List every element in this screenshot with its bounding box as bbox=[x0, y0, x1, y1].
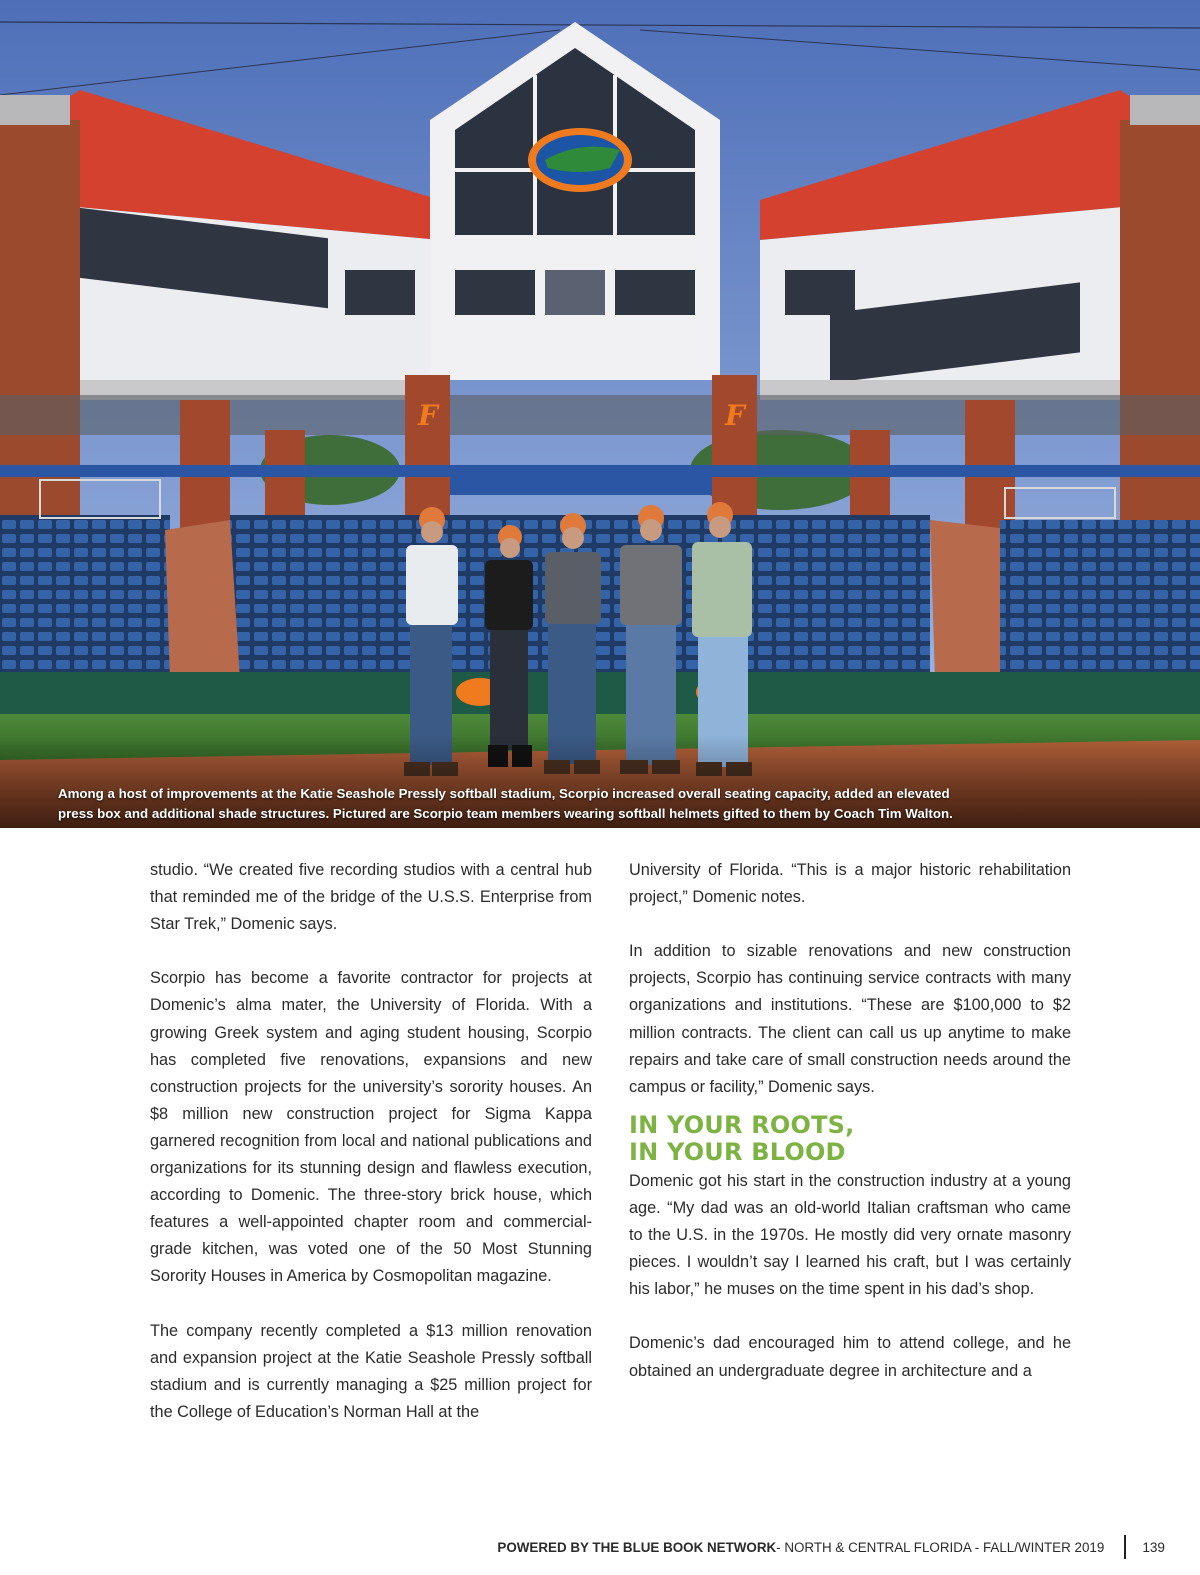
page-footer bbox=[497, 1534, 1165, 1560]
paragraph: The company recently completed a $13 million renovation and expansion project at the Katie Seashole Pressly softball stadium and is currently managing a $25 million project for the College of Education’s Norman Hall at the bbox=[150, 1321, 592, 1421]
page-number: 139 bbox=[1142, 1539, 1165, 1555]
paragraph: University of Florida. “This is a major historic rehabilitation project,” Domenic notes. bbox=[629, 861, 1071, 907]
article-right-column bbox=[629, 857, 1071, 1412]
paragraph: Domenic got his start in the construction industry at a young age. “My dad was an old-world Italian craftsman who came to the U.S. in the 1970s. He mostly did very ornate masonry pieces. I wouldn’t say I learned his craft, but I was certainly his labor,” he muses on the time spent in his dad’s shop. bbox=[629, 1171, 1071, 1299]
footer-brand: POWERED BY THE BLUE BOOK NETWORK bbox=[497, 1539, 777, 1555]
field-wall bbox=[0, 672, 1200, 714]
subhead-line-1: IN YOUR ROOTS, bbox=[629, 1110, 855, 1139]
caption-line-2: press box and additional shade structures. Pictured are Scorpio team members wearing softball helmets gifted to them by Coach Tim Walton. bbox=[58, 805, 953, 821]
caption-line-1: Among a host of improvements at the Katie Seashole Pressly softball stadium, Scorpio increased overall seating capacity, added an elevated bbox=[58, 786, 950, 801]
footer-divider bbox=[1124, 1535, 1126, 1559]
paragraph: In addition to sizable renovations and new construction projects, Scorpio has continuing service contracts with many organizations and institutions. “These are $100,000 to $2 million contracts. The client can call us up anytime to make repairs and take care of small construction needs around the campus or facility,” Domenic says. bbox=[629, 942, 1071, 1096]
section-subhead bbox=[629, 1112, 1071, 1166]
footer-edition: - NORTH & CENTRAL FLORIDA - FALL/WINTER 2019 bbox=[776, 1539, 1105, 1555]
article-left-column bbox=[150, 857, 592, 1453]
seating-left bbox=[0, 515, 170, 680]
paragraph: Scorpio has become a favorite contractor for projects at Domenic’s alma mater, the University of Florida. With a growing Greek system and aging student housing, Scorpio has completed five renovations, expansions and new construction projects for the university’s sorority houses. An $8 million new construction project for Sigma Kappa garnered recognition from local and national publications and organizations for its stunning design and flawless execution, according to Domenic. The three-story brick house, which features a well-appointed chapter room and commercial-grade kitchen, was voted one of the 50 Most Stunning Sorority Houses in America by Cosmopolitan magazine. bbox=[150, 969, 592, 1286]
pillar-left-letter: F bbox=[418, 399, 438, 432]
paragraph: studio. “We created five recording studios with a central hub that reminded me of the bridge of the U.S.S. Enterprise from Star Trek,” Domenic says. bbox=[150, 861, 592, 934]
pillar-right-letter: F bbox=[725, 399, 745, 432]
paragraph: Domenic’s dad encouraged him to attend college, and he obtained an undergraduate degree in architecture and a bbox=[629, 1334, 1071, 1380]
seating-right bbox=[1000, 520, 1200, 680]
subhead-line-2: IN YOUR BLOOD bbox=[629, 1137, 846, 1166]
photo-caption bbox=[58, 784, 1168, 823]
